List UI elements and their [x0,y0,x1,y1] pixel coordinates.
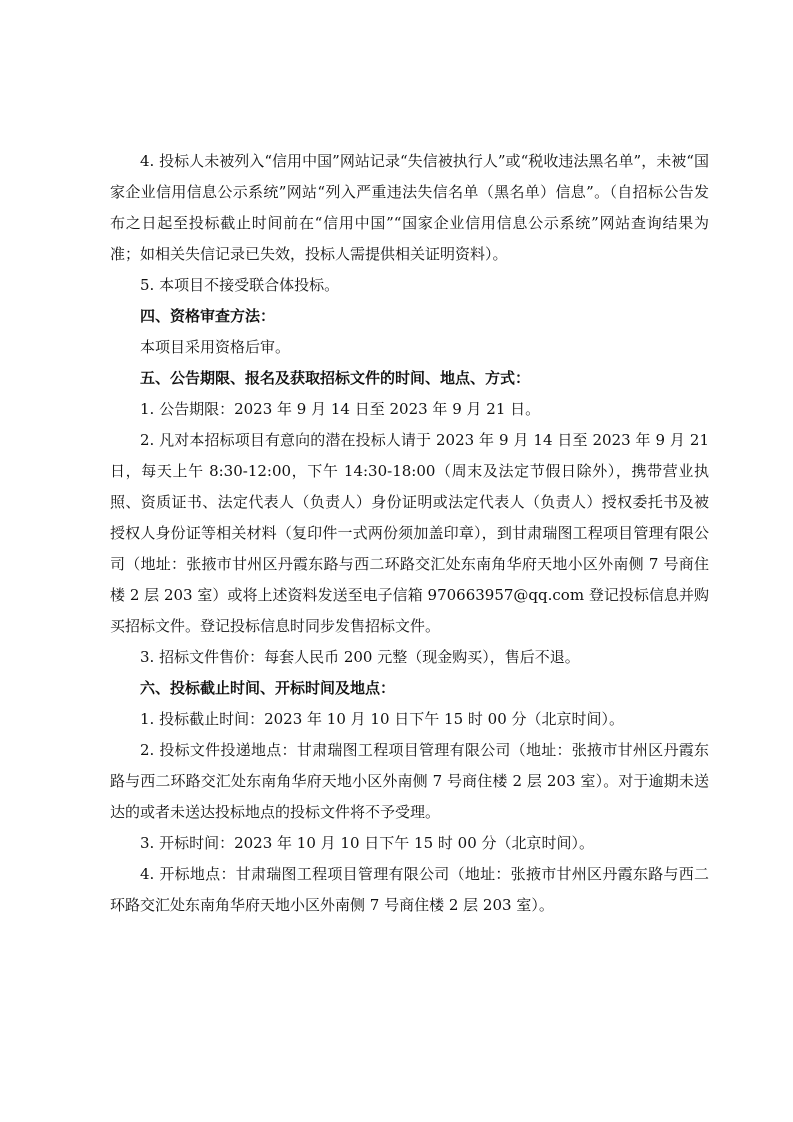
paragraph-review-method: 本项目采用资格后审。 [140,338,291,356]
paragraph-announcement-period: 1. 公告期限：2023 年 9 月 14 日至 2023 年 9 月 21 日。 [140,400,541,418]
paragraph-bid-deadline: 1. 投标截止时间：2023 年 10 月 10 日下午 15 时 00 分（北京时间）。 [140,710,625,728]
paragraph-opening-time: 3. 开标时间：2023 年 10 月 10 日下午 15 时 00 分（北京时间）。 [140,834,595,852]
heading-section-5: 五、公告期限、报名及获取招标文件的时间、地点、方式： [140,369,531,387]
paragraph-requirement-4: 4. 投标人未被列入“信用中国”网站记录“失信被执行人”或“税收违法黑名单”，未被“国家企业信用信息公示系统”网站“列入严重违法失信名单（黑名单）信息”。（自招标公告发布之日起至投标截止时间前在“信用中国”“国家企业信用信息公示系统”网站查询结果为准；如相关失信记录已失效，投标人需提供相关证明资料）。 [110,152,709,263]
paragraph-requirement-5: 5. 本项目不接受联合体投标。 [140,276,340,294]
paragraph-opening-location: 4. 开标地点：甘肃瑞图工程项目管理有限公司（地址：张掖市甘州区丹霞东路与西二环路交汇处东南角华府天地小区外南侧 7 号商住楼 2 层 203 室）。 [110,865,709,914]
paragraph-registration: 2. 凡对本招标项目有意向的潜在投标人请于 2023 年 9 月 14 日至 2023 年 9 月 21 日，每天上午 8:30-12:00，下午 14:30-18:00（周末及法定节假日除外），携带营业执照、资质证书、法定代表人（负责人）身份证明或法定代表人（负责人）授权委托书及被授权人身份证等相关材料（复印件一式两份须加盖印章），到甘肃瑞图工程项目管理有限公司（地址：张掖市甘州区丹霞东路与西二环路交汇处东南角华府天地小区外南侧 7 号商住楼 2 层 203 室）或将上述资料发送至电子信箱 970663957@qq.com 登记投标信息并购买招标文件。登记投标信息时同步发售招标文件。 [110,431,709,635]
paragraph-bid-delivery: 2. 投标文件投递地点：甘肃瑞图工程项目管理有限公司（地址：张掖市甘州区丹霞东路与西二环路交汇处东南角华府天地小区外南侧 7 号商住楼 2 层 203 室）。对于逾期未送达的或者未送达投标地点的投标文件将不予受理。 [110,741,709,821]
heading-section-6: 六、投标截止时间、开标时间及地点： [140,679,396,697]
paragraph-document-price: 3. 招标文件售价：每套人民币 200 元整（现金购买），售后不退。 [140,648,580,666]
heading-section-4: 四、资格审查方法： [140,307,276,325]
